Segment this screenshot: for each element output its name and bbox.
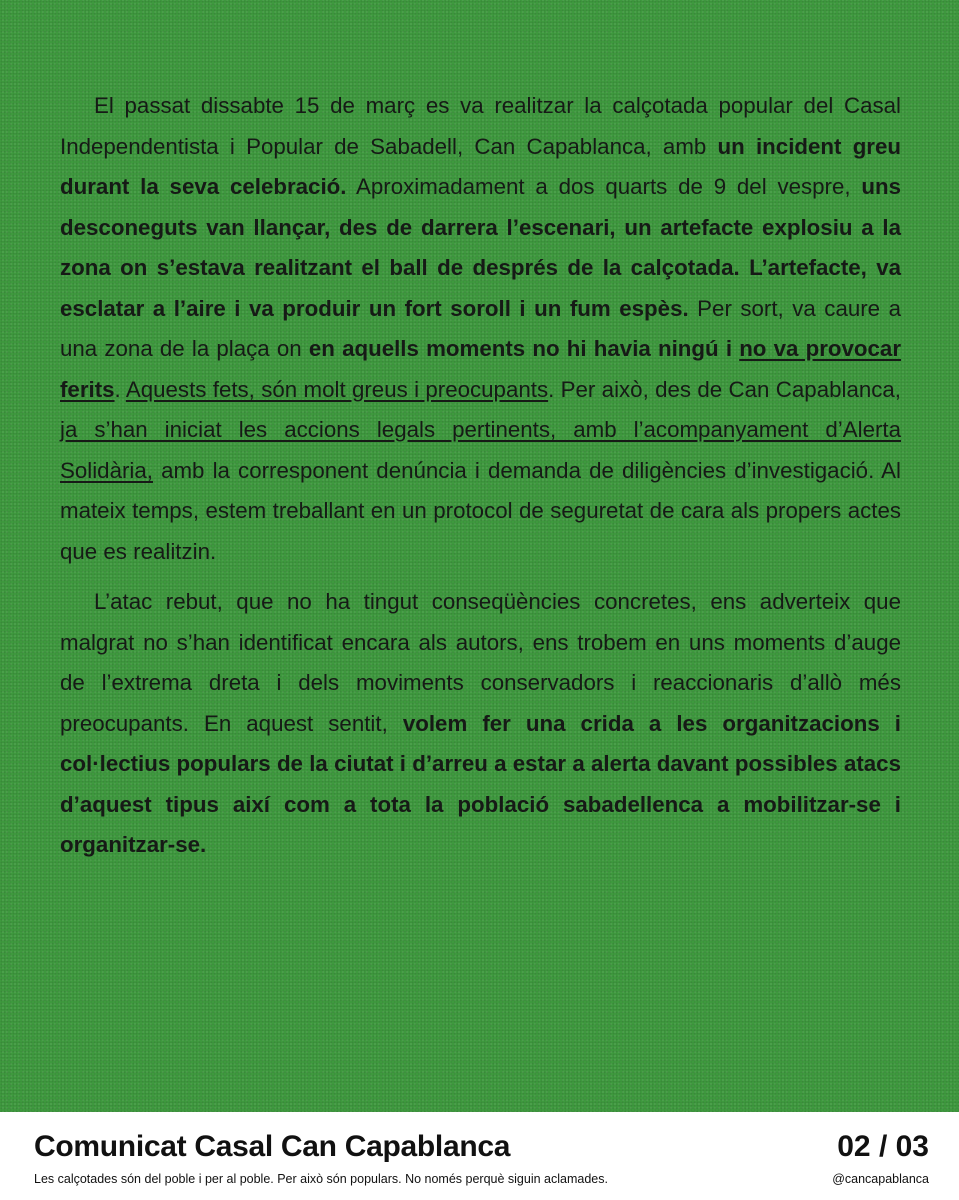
underlined-run: ja s’han iniciat les accions legals pertinents, amb l’acompanyament d’Alerta Solidària, <box>60 417 901 483</box>
text-run: L’atac rebut, que no ha tingut conseqüències concretes, ens adverteix que malgrat no s’han identificat encara als autors, ens trobem en uns moments d’auge de l’extrema dreta i dels moviments conservadors i reaccionaris d’allò més preocupants. En aquest sentit, <box>60 589 901 736</box>
text-run: Aproximadament a dos quarts de 9 del vespre, <box>346 174 862 199</box>
bold-run: volem fer una crida a les organitzacions i col·lectius populars de la ciutat i d’arreu a estar a alerta davant possibles atacs d’aquest tipus així com a tota la població sabadellenca a mobilitzar-se i organitzar-se. <box>60 710 901 857</box>
underlined-run: Aquests fets, són molt greus i preocupants <box>125 376 549 402</box>
text-run: . Per això, des de Can Capablanca, <box>548 376 901 402</box>
paragraph-call-to-action <box>60 582 901 866</box>
bold-run: en aquells moments no hi havia ningú i <box>308 336 740 361</box>
footer-tagline: Les calçotades són del poble i per al poble. Per això són populars. No només perquè siguin aclamades. <box>34 1172 608 1186</box>
text-run: El passat dissabte 15 de març es va realitzar la calçotada popular del Casal Independentista i Popular de Sabadell, Can Capablanca, amb <box>60 93 901 159</box>
footer-title: Comunicat Casal Can Capablanca <box>34 1130 511 1163</box>
bold-underlined-run: no va provocar ferits <box>60 336 901 402</box>
statement-body <box>60 86 901 866</box>
social-handle: @cancapablanca <box>832 1172 929 1186</box>
text-run: Per sort, va caure a una zona de la plaça on <box>60 295 901 361</box>
paragraph-incident <box>60 86 901 572</box>
page-indicator: 02 / 03 <box>837 1130 929 1163</box>
footer-bar <box>0 1112 959 1200</box>
bold-run: un incident greu durant la seva celebració. <box>60 133 902 199</box>
text-run: amb la corresponent denúncia i demanda de diligències d’investigació. Al mateix temps, estem treballant en un protocol de seguretat de cara als propers actes que es realitzin. <box>60 457 901 564</box>
text-run: . <box>114 376 126 402</box>
bold-run: uns desconeguts van llançar, des de darrera l’escenari, un artefacte explosiu a la zona on s’estava realitzant el ball de després de la calçotada. L’artefacte, va esclatar a l’aire i va produir un fort soroll i un fum espès. <box>60 174 901 321</box>
